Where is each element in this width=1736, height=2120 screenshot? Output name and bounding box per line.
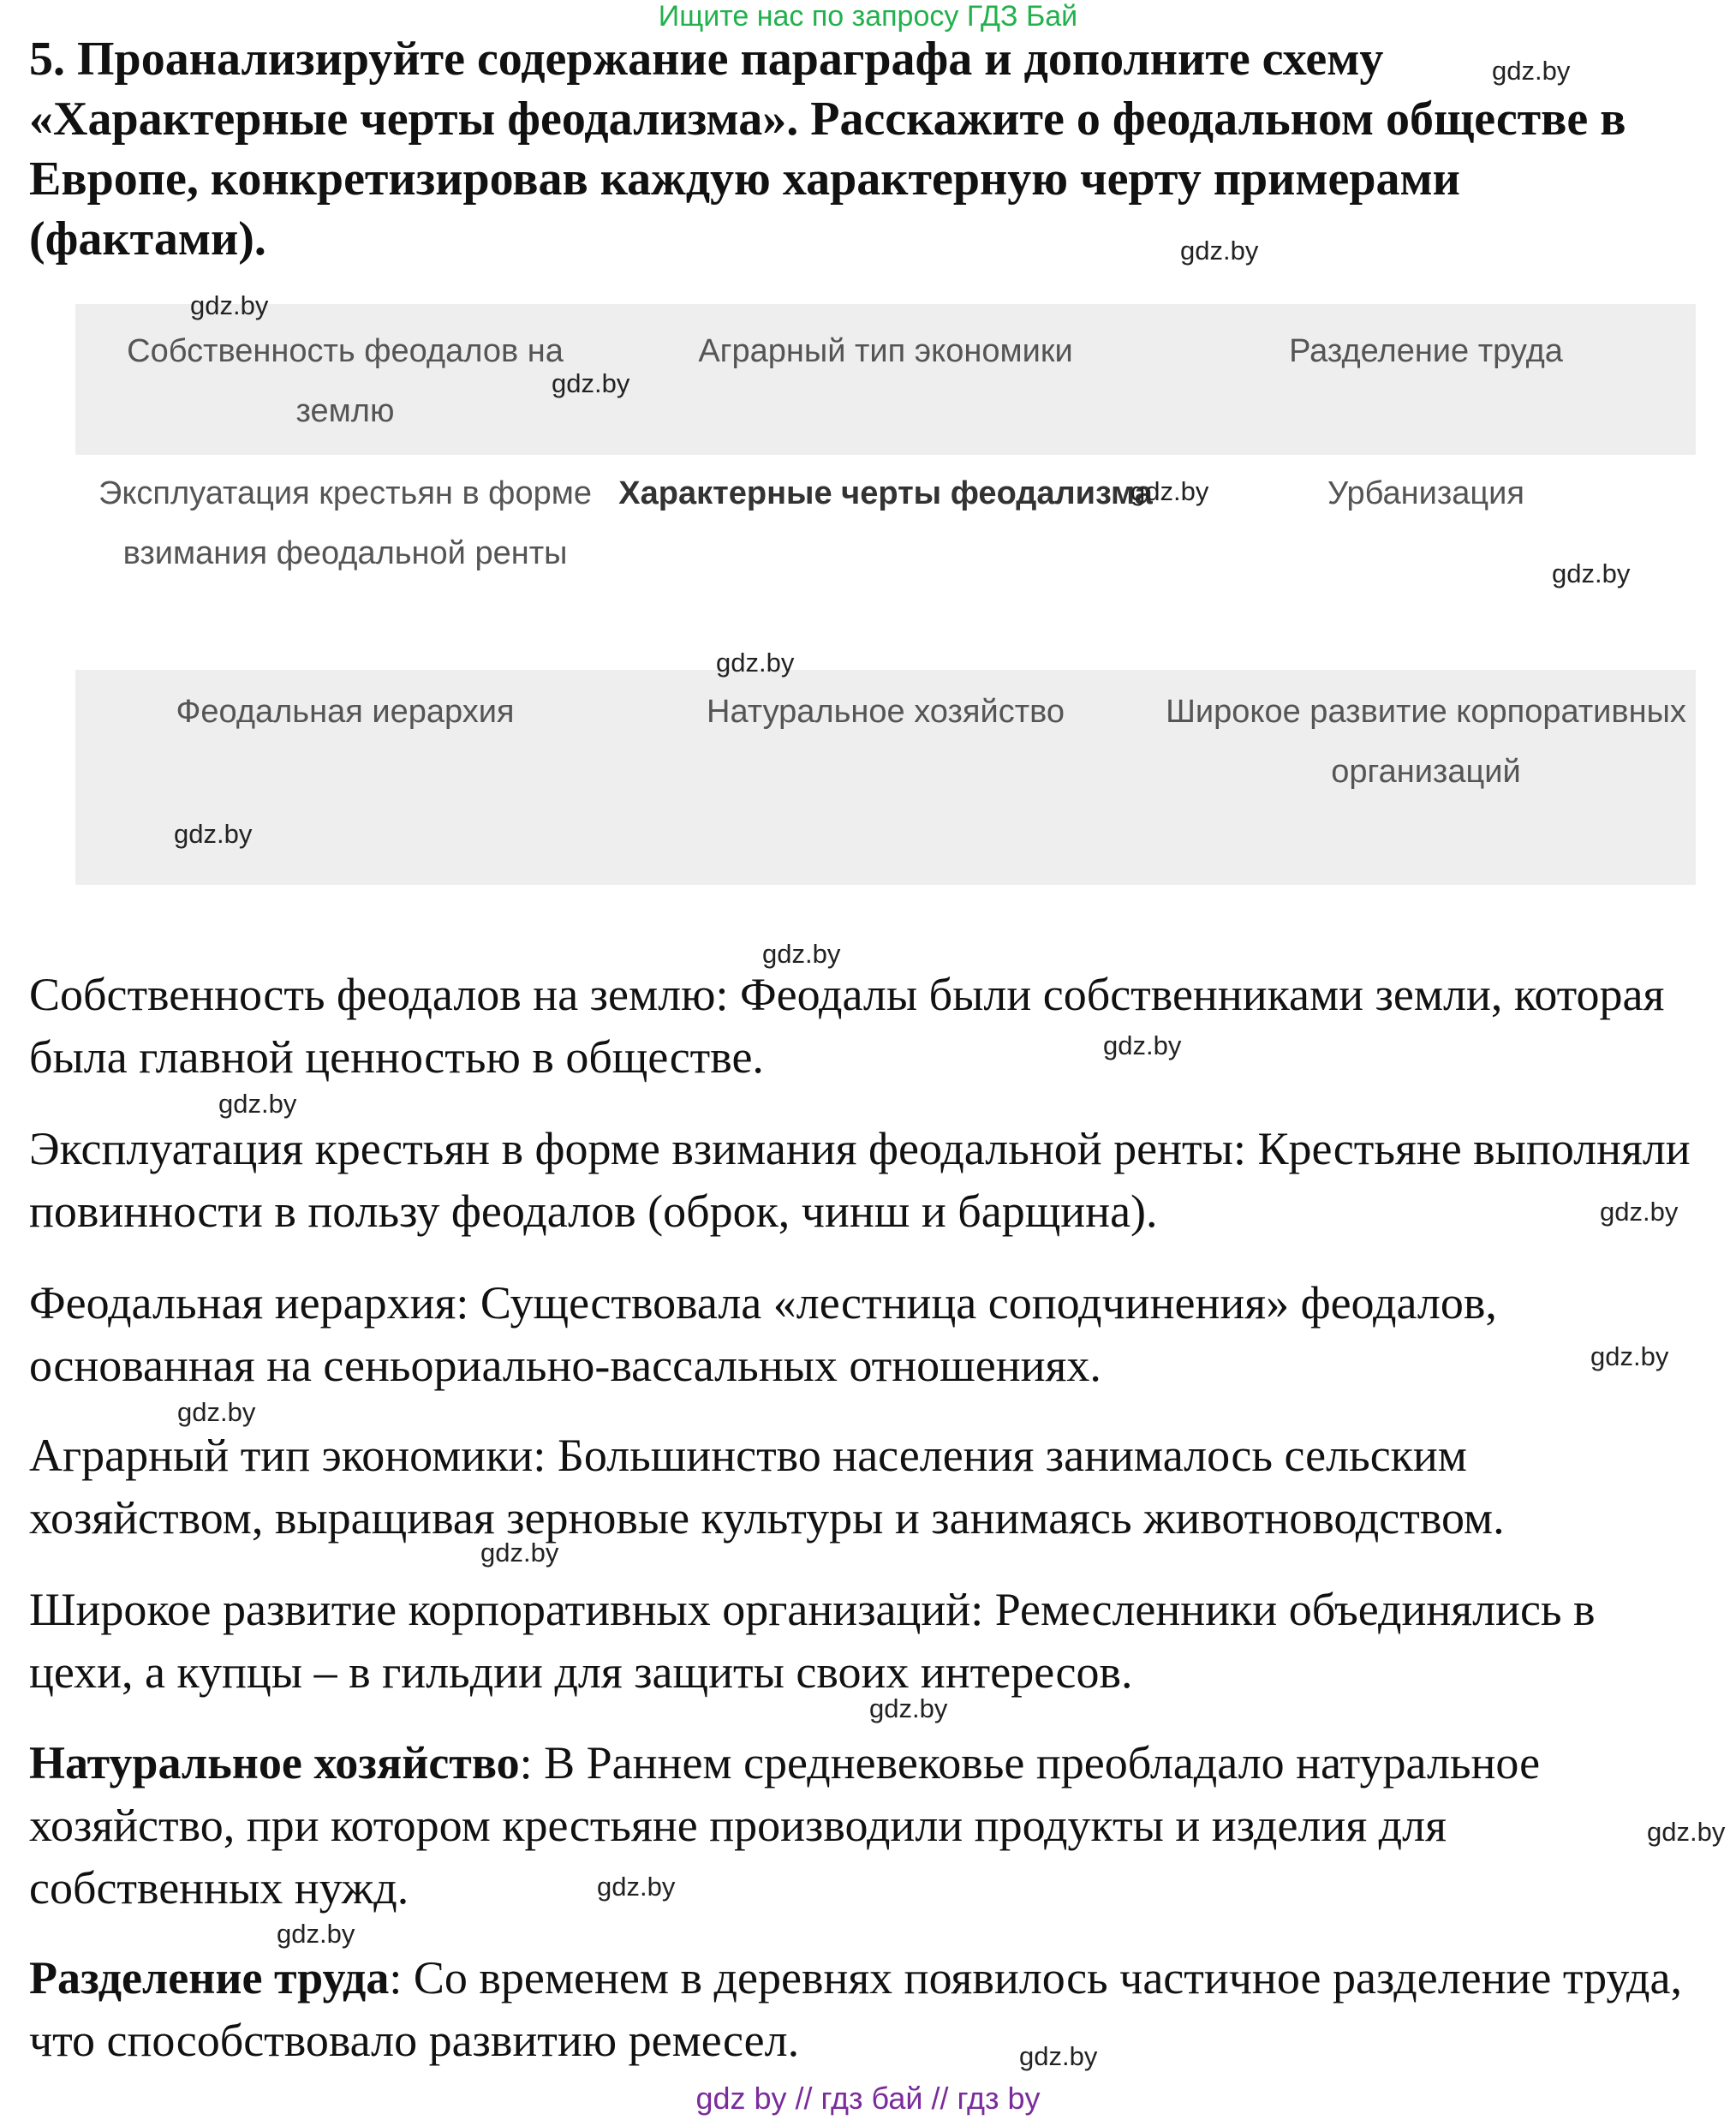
- watermark: gdz.by: [552, 368, 630, 398]
- explanation-text: : Феодалы были собственниками земли, которая была главной ценностью в обществе.: [29, 969, 1665, 1083]
- scheme-cell: Феодальная иерархия: [176, 694, 515, 730]
- watermark: gdz.by: [1180, 236, 1259, 266]
- explanation-text: : Ремесленники объединялись в цехи, а купцы – в гильдии для защиты своих интересов.: [29, 1584, 1596, 1698]
- explanation-term: Эксплуатация крестьян в форме взимания феодальной ренты: [29, 1123, 1233, 1174]
- explanation-text: : Со временем в деревнях появилось частичное разделение труда, что способствовало развитию ремесел.: [29, 1952, 1682, 2066]
- scheme-row: [75, 455, 1696, 670]
- watermark: gdz.by: [1492, 56, 1571, 86]
- footer-links[interactable]: gdz by // гдз бай // гдз by: [695, 2081, 1041, 2116]
- explanation-paragraph: [29, 1272, 1708, 1397]
- watermark: gdz.by: [1600, 1197, 1679, 1227]
- scheme-cell: Эксплуатация крестьян в форме взимания феодальной ренты: [98, 475, 592, 571]
- scheme-row: [75, 670, 1696, 885]
- scheme-cell: Натуральное хозяйство: [707, 694, 1065, 730]
- scheme-cell: Разделение труда: [1289, 333, 1563, 369]
- watermark: gdz.by: [762, 939, 841, 969]
- watermark: gdz.by: [597, 1872, 676, 1902]
- task-title: 5. Проанализируйте содержание параграфа и дополните схему «Характерные черты феодализма». Расскажите о феодальном обществе в Европе, конкретизировав каждую характерную черту примерами (фактами).: [29, 33, 1626, 266]
- explanation-term: Собственность феодалов на землю: [29, 969, 716, 1020]
- scheme-cell: Собственность феодалов на землю: [127, 333, 564, 429]
- scheme-cell: Широкое развитие корпоративных организаций: [1166, 694, 1686, 790]
- explanation-paragraph: [29, 1579, 1708, 1704]
- feudalism-scheme: [75, 304, 1696, 888]
- explanation-term: Широкое развитие корпоративных организаций: [29, 1584, 971, 1635]
- explanation-paragraph: [29, 1424, 1708, 1550]
- watermark: gdz.by: [277, 1919, 355, 1949]
- top-banner[interactable]: Ищите нас по запросу ГДЗ Бай: [658, 0, 1078, 33]
- watermark: gdz.by: [480, 1538, 559, 1568]
- watermark: gdz.by: [218, 1089, 297, 1119]
- explanation-term: Натуральное хозяйство: [29, 1737, 520, 1789]
- explanation-paragraph: [29, 1732, 1708, 1920]
- explanation-paragraph: [29, 1118, 1708, 1243]
- watermark: gdz.by: [1019, 2041, 1098, 2071]
- watermark: gdz.by: [1590, 1341, 1669, 1371]
- explanation-paragraph: [29, 964, 1708, 1089]
- watermark: gdz.by: [174, 819, 253, 849]
- watermark: gdz.by: [1647, 1817, 1726, 1847]
- explanation-term: Аграрный тип экономики: [29, 1430, 534, 1481]
- watermark: gdz.by: [1130, 476, 1209, 506]
- explanation-text: : Существовала «лестница соподчинения» феодалов, основанная на сеньориально-вассальных отношениях.: [29, 1277, 1497, 1391]
- scheme-cell: Урбанизация: [1327, 475, 1524, 511]
- explanation-text: : Большинство населения занималось сельским хозяйством, выращивая зерновые культуры и занимаясь животноводством.: [29, 1430, 1505, 1544]
- scheme-row: [75, 304, 1696, 455]
- watermark: gdz.by: [1103, 1030, 1182, 1060]
- watermark: gdz.by: [716, 648, 795, 678]
- scheme-center-title: Характерные черты феодализма: [618, 475, 1153, 511]
- watermark: gdz.by: [177, 1397, 256, 1427]
- watermark: gdz.by: [869, 1693, 948, 1723]
- explanation-text: : Крестьяне выполняли повинности в пользу феодалов (оброк, чинш и барщина).: [29, 1123, 1691, 1237]
- scheme-cell: Аграрный тип экономики: [698, 333, 1073, 369]
- explanation-term: Разделение труда: [29, 1952, 390, 2004]
- explanation-text: : В Раннем средневековье преобладало натуральное хозяйство, при котором крестьяне производили продукты и изделия для собственных нужд.: [29, 1737, 1541, 1914]
- explanation-paragraph: [29, 1947, 1708, 2072]
- explanation-term: Феодальная иерархия: [29, 1277, 456, 1329]
- watermark: gdz.by: [1552, 558, 1631, 588]
- watermark: gdz.by: [190, 290, 269, 320]
